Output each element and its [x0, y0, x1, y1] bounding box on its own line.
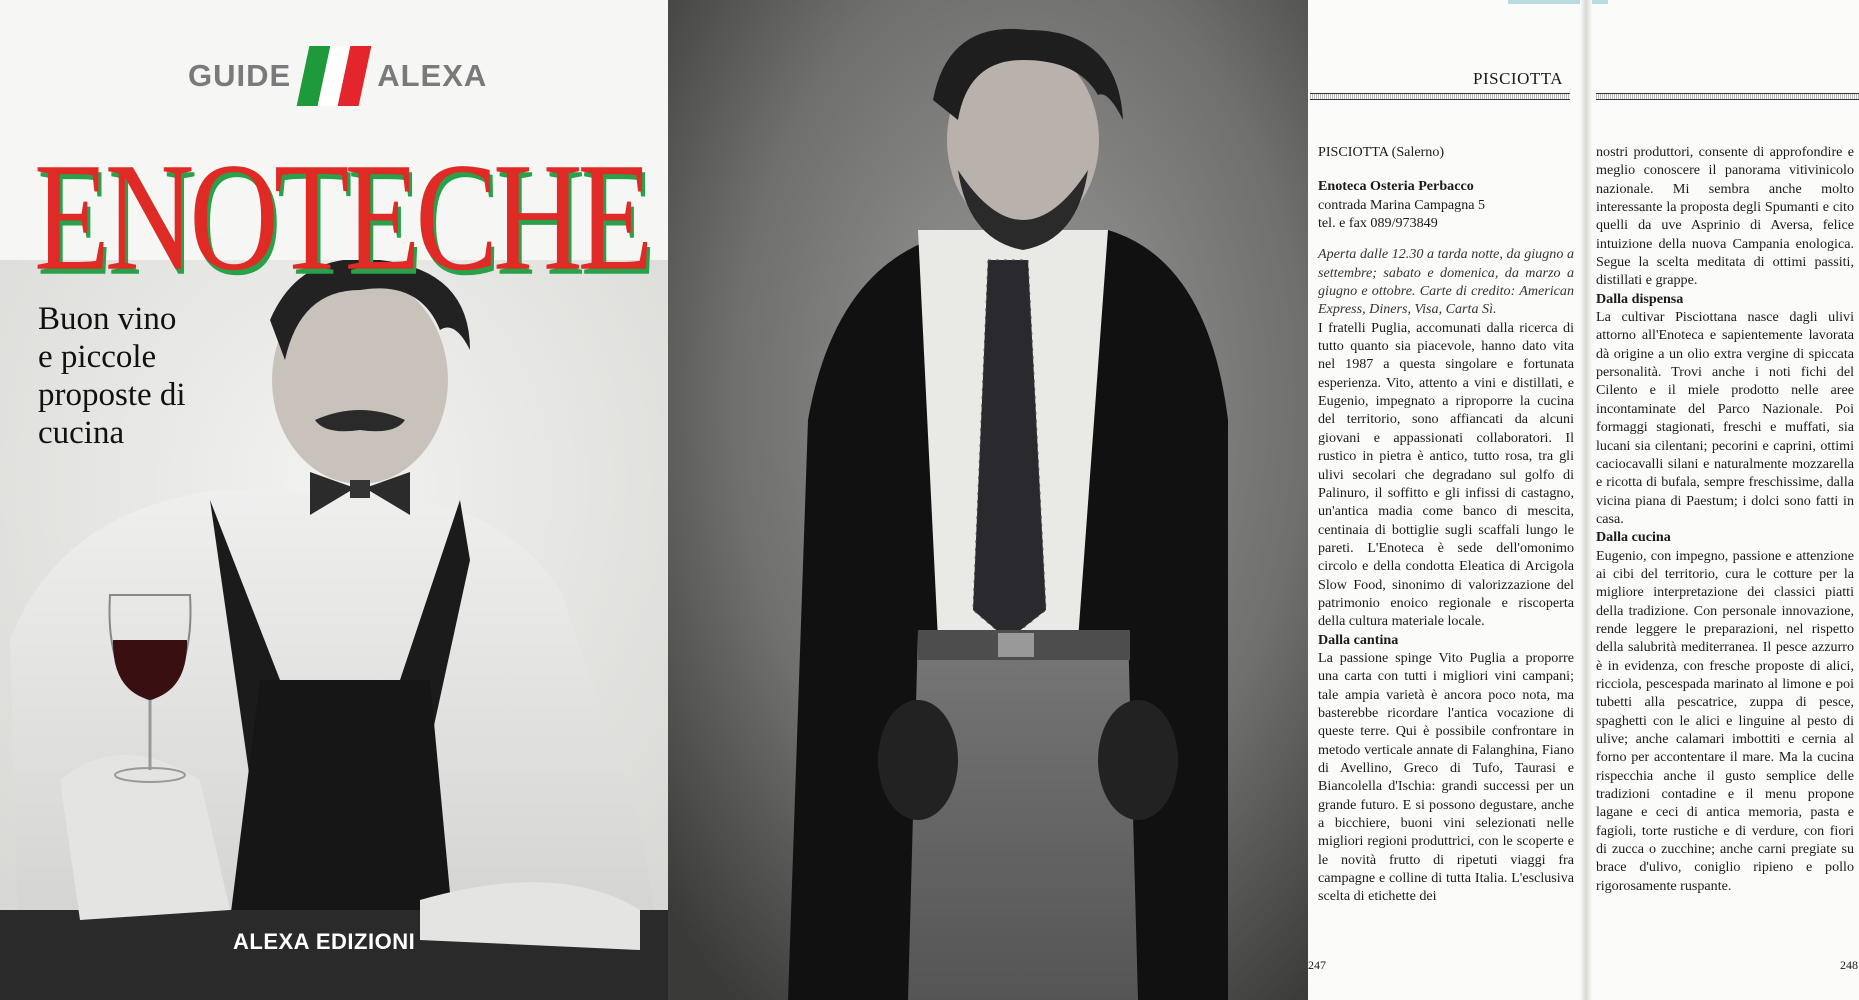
series-right: ALEXA: [377, 58, 488, 93]
section-heading: Dalla dispensa: [1596, 290, 1684, 307]
portrait-page: [668, 0, 1308, 1000]
text-column-right: [1596, 143, 1854, 895]
dispensa-paragraph: La cultivar Pisciottana nasce dagli ulivi attorno all'Enoteca e sapientemente lavorata dà origine a un olio extra vergine di spiccata personalità. Trovi anche i noti fichi del Cilento e il miele prodotto nelle aree incontaminate del Parco Nazionale. Poi formaggi stagionati, freschi e muffati, sia lucani sia cilentani; pecorini e caprini, ottimi caciocavalli silani e naturalmente mozzarella e ricotta di bufala, sempre freschissime, dalla vicina piana di Paestum; i dolci sono fatti in casa.: [1596, 309, 1854, 527]
subtitle-line: cucina: [38, 415, 125, 451]
subtitle-line: Buon vino: [38, 301, 177, 337]
cover-title: ENOTECHE: [34, 131, 649, 303]
cover-subtitle: [38, 300, 268, 452]
cantina-continued: nostri produttori, consente di approfondire e meglio conoscere il panorama vitivinicolo nazionale. Mi sembra anche molto interessante la proposta degli Spumanti e cito quelli da uve Asprinio di Aversa, felice intuizione della nuova Campania enologica. Segue la scelta meditata di ottimi passiti, distillati e grappe.: [1596, 144, 1854, 289]
subtitle-line: proposte di: [38, 377, 186, 413]
header-rule: [1310, 93, 1570, 100]
cantina-paragraph: La passione spinge Vito Puglia a proporre una carta con tutti i migliori vini campani; tale ampia varietà è ancora poco nota, ma basterebbe ricordare l'antica vocazione di queste terre. Qui è possibile confrontare in metodo verticale annate di Falanghina, Fiano di Avellino, Greco di Tufo, Taurasi e Biancolella d'Ischia: grandi successi per un grande futuro. E si possono degustare, anche a bicchiere, buoni vini selezionati nelle migliori regioni produttrici, con le scoperte e le novità frutto di ripetuti viaggi fra campagne e colline di tutta Italia. L'esclusiva scelta di etichette dei: [1318, 649, 1574, 905]
series-logo: [188, 46, 487, 106]
page-number: 247: [1308, 958, 1326, 972]
venue-phone: tel. e fax 089/973849: [1318, 215, 1438, 232]
section-heading: Dalla cucina: [1596, 529, 1671, 546]
header-rule: [1596, 93, 1859, 100]
text-column-left: [1318, 143, 1574, 906]
running-head: PISCIOTTA: [1473, 69, 1564, 88]
venue-address: contrada Marina Campagna 5: [1318, 196, 1486, 213]
page-gutter: [1580, 0, 1592, 1000]
opening-hours: Aperta dalle 12.30 a tarda notte, da giugno a settembre; sabato e domenica, da marzo a giugno e ottobre. Carte di credito: American Express, Diners, Visa, Carta Sì.: [1318, 246, 1574, 318]
series-left: GUIDE: [188, 58, 292, 93]
cucina-paragraph: Eugenio, con impegno, passione e attenzione ai cibi del territorio, cura le cotture per la migliore interpretazione dei classici piatti della tradizione. Con personale innovazione, rende leggere le preparazioni, nel rispetto della salubrità mediterranea. Il pesce azzurro è in evidenza, con fresche proposte di alici, ricciola, pescespada marinato al limone e poi tubetti alla pescatrice, zuppa di pesce, spaghetti con le alici e linguine al pesto di ulive; anche calamari imbottiti e cernia al forno per accontentare il mare. Ma la cucina rispecchia anche il gusto semplice delle tradizioni contadine e il menu propone lagane e ceci di antica memoria, pasta e fagioli, torte rustiche e di verdure, con fiori di zucca o zucchine; anche carni pregiate su brace d'ulivo, coniglio ripieno e pollo rigorosamente ruspante.: [1596, 547, 1854, 894]
portrait-photo: [668, 0, 1308, 1000]
intro-paragraph: I fratelli Puglia, accomunati dalla ricerca di tutto quanto sia piacevole, hanno dato vita nel 1987 a questa singolare e fortunata esperienza. Vito, attento a vini e distillati, e Eugenio, impegnato a riproporre la cucina del territorio, sono affiancati da alcuni giovani e appassionati collaboratori. Il rustico in pietra è antico, tutto rosa, tra gli ulivi secolari che degradano sul golfo di Palinuro, il soffitto e gli infissi di castagno, un'antica madia come banco di mescita, centinaia di bottiglie sugli scaffali lungo le pareti. L'Enoteca è sede dell'omonimo circolo e della condotta Eleatica di Arcigola Slow Food, sinonimo di valorizzazione del patrimonio enoico regionale e riscoperta della cultura materiale locale.: [1318, 319, 1574, 630]
subtitle-line: e piccole: [38, 339, 157, 375]
publisher-name: ALEXA EDIZIONI: [233, 929, 416, 954]
place-heading: PISCIOTTA (Salerno): [1318, 144, 1445, 160]
italian-flag-icon: [297, 46, 372, 106]
guide-pages: [1308, 0, 1859, 1000]
page-number: 248: [1840, 958, 1858, 972]
section-heading: Dalla cantina: [1318, 631, 1399, 648]
venue-name: Enoteca Osteria Perbacco: [1318, 178, 1474, 195]
book-cover: [0, 0, 668, 1000]
color-band: [1508, 0, 1608, 4]
